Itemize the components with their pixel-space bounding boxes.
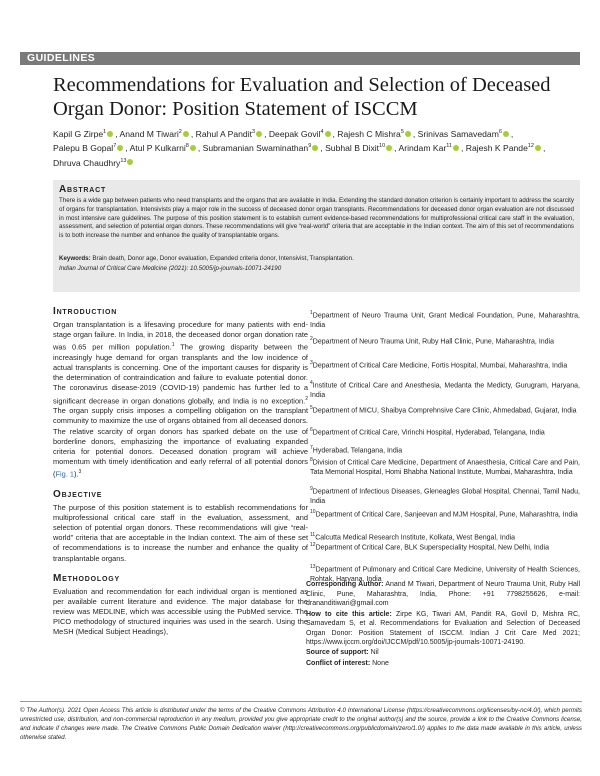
figure-1-link[interactable]: Fig. 1	[55, 469, 74, 479]
abstract-box	[53, 180, 580, 292]
author-affiliation-number: 3	[252, 129, 256, 135]
author-affiliation-number: 6	[498, 129, 502, 135]
affiliation-number: 10	[310, 509, 316, 515]
article-type-banner	[20, 52, 580, 65]
orcid-icon[interactable]	[503, 131, 509, 137]
affiliation-item	[306, 309, 580, 330]
affiliation-number: 1	[310, 310, 313, 316]
author-name: Palepu B Gopal	[53, 143, 114, 154]
source-of-support	[306, 648, 580, 658]
affiliation-number: 6	[310, 427, 313, 433]
objective-paragraph: The purpose of this position statement is to establish recommendations for multiprofessional critical care staff in the evaluation, assessment, and selection of potential organ donors. These recommendations will give “real-world” criteria that are acceptable in the Indian context. The aim of these set of recommendations is to increase the number and enhance the quality of transplantable organs.	[53, 502, 308, 563]
intro-text-1: Organ transplantation is a lifesaving procedure for many patients with end-stage organ failure. In India, in 2018, the deceased donor organ donation rate was 0.65 per million population.	[53, 320, 308, 352]
author-line-1: Kapil G Zirpe$^1$ , Anand M Tiwari$^2$ , Rahul A Pandit$^3$ , Deepak Govil$^4$ , Rajesh C Mishra$^5$ , Srinivas Samavedam$^6$ ,	[53, 128, 514, 139]
orcid-icon[interactable]	[386, 145, 392, 151]
author-affiliation-number: 10	[379, 143, 386, 150]
affiliation-text: Department of Neuro Trauma Unit, Grant Medical Foundation, Pune, Maharashtra, India	[310, 312, 580, 329]
affiliation-text: Hyderabad, Telangana, India	[312, 447, 403, 455]
methodology-heading: Methodology	[53, 572, 120, 584]
keywords-label: Keywords:	[59, 255, 91, 262]
support-value: Nil	[368, 648, 379, 656]
intro-text-2: The growing disparity between the increasingly huge demand for organ transplants and the low incidence of actual transplants is concerning. One of the important causes for disparity is the determination of contraindication and failure to evaluate potential donor. The coronavirus disease-2019 (COVID-19) pandemic has further led to a significant decrease in organ donations globally, and India is no exception.	[53, 342, 308, 406]
affiliation-text: Department of Critical Care Medicine, Fortis Hospital, Mumbai, Maharashtra, India	[312, 362, 568, 370]
affiliation-text: Department of Critical Care, Sanjeevan and MJM Hospital, Pune, Maharashtra, India	[315, 511, 578, 519]
methodology-paragraph: Evaluation and recommendation for each individual organ is mentioned as per available current literature and evidence. The major database for the review was MEDLINE, which was accessible using the PubMed service. The PICO methodology of structured inquiries was used in the search. Using the MeSH (Medical Subject Headings),	[53, 586, 308, 637]
author-list	[53, 126, 583, 169]
author-name: Rajesh C Mishra	[337, 128, 401, 139]
abstract-heading: Abstract	[59, 184, 107, 195]
affiliation-number: 11	[310, 532, 316, 538]
abstract-citation: Indian Journal of Critical Care Medicine (2021): 10.5005/jp-journals-10071-24190	[59, 265, 282, 272]
affiliation-item	[306, 444, 580, 456]
affiliation-number: 7	[310, 445, 313, 451]
orcid-icon[interactable]	[127, 159, 133, 165]
author-affiliation-number: 9	[308, 143, 312, 150]
orcid-icon[interactable]	[405, 131, 411, 137]
author-affiliation-number: 4	[320, 129, 324, 135]
affiliation-item	[306, 379, 580, 400]
author-affiliation-number: 1	[103, 129, 107, 135]
conflict-of-interest	[306, 659, 580, 669]
orcid-icon[interactable]	[535, 145, 541, 151]
affiliation-text: Division of Critical Care Medicine, Department of Anaesthesia, Critical Care and Pain, Tata Memorial Hospital, Homi Bhabha National Institute, Mumbai, Maharashtra, India	[310, 459, 580, 476]
affiliation-number: 5	[310, 405, 313, 411]
author-name: Atul P Kulkarni	[129, 143, 186, 154]
affiliation-number: 13	[310, 564, 316, 570]
author-affiliation-number: 13	[120, 157, 127, 164]
keywords-text: Brain death, Donor age, Donor evaluation, Expanded criteria donor, Intensivist, Transplantation.	[92, 255, 354, 262]
author-line-2: Palepu B Gopal$^7$ , Atul P Kulkarni$^8$ , Subramanian Swaminathan$^9$ , Subhal B Dixit$^{10}$ , Arindam Kar$^{11}$ , Rajesh K Pande$^{12}$ ,	[53, 143, 546, 154]
author-affiliation-number: 7	[113, 143, 117, 150]
intro-text-3: The organ supply crisis imposes a compelling obligation on the transplant community to maximize the use of organs obtained from all deceased donors. The relative scarcity of organ donors has sparked debate on the use of borderline donors, emphasizing the importance of evaluating expanded criteria for potential donors. Deceased donation program will achieve momentum with timely identification and early referral of all potential donors (	[53, 406, 308, 479]
author-name: Deepak Govil	[268, 128, 321, 139]
affiliation-number: 2	[310, 336, 313, 342]
intro-text-4: ).	[73, 469, 79, 479]
footer-divider	[20, 701, 582, 702]
support-label: Source of support:	[306, 648, 369, 656]
affiliation-text: Institute of Critical Care and Anesthesia, Medanta the Medicty, Gurugram, Haryana, India	[310, 382, 580, 399]
author-affiliation-number: 12	[527, 143, 534, 150]
affiliation-text: Department of Critical Care, Virinchi Hospital, Hyderabad, Telangana, India	[312, 429, 545, 437]
affiliation-item	[306, 456, 580, 477]
author-line-3	[53, 155, 583, 169]
affiliation-item	[306, 541, 580, 553]
affiliation-item	[306, 426, 580, 438]
objective-heading: Objective	[53, 488, 103, 500]
author-name: Subramanian Swaminathan	[202, 143, 309, 154]
license-footer: © The Author(s). 2021 Open Access This article is distributed under the terms of the Creative Commons Attribution 4.0 International License (https://creativecommons.org/licenses/by-nc/4.0/), which permits unrestricted use, distribution, and non-commercial reproduction in any medium, provided you give appropriate credit to the original author(s) and the source, provide a link to the Creative Commons license, and indicate if changes were made. The Creative Commons Public Domain Dedication waiver (http://creativecommons.org/publicdomain/zero/1.0/) applies to the data made available in this article, unless otherwise stated.	[20, 707, 582, 741]
corresponding-label: Corresponding Author:	[306, 581, 384, 588]
author-name: Subhal B Dixit	[325, 143, 380, 154]
conflict-label: Conflict of interest:	[306, 660, 371, 667]
abstract-keywords	[59, 255, 574, 264]
orcid-icon[interactable]	[183, 131, 189, 137]
conflict-value: None	[370, 660, 389, 667]
orcid-icon[interactable]	[325, 131, 331, 137]
corresponding-author	[306, 580, 580, 609]
affiliation-number: 12	[310, 542, 316, 548]
abstract-text: There is a wide gap between patients who need transplants and the organs that are available in India. Extending the standard donation criterion is certainly important to address the scarcity of organs for transplantation. Intensivists play a major role in the success of deceased donor organ transplants. Recommendations for deceased donor organ evaluation are not discussed in most intensive care guidelines. The purpose of this position statement is to establish current evidence-based recommendations for multiprofessional critical care staff in the evaluation, assessment, and selection of potential organ donors. These recommendations will give “real-world” criteria that are acceptable in the Indian context. The aim of this set of recommendations is to both increase the number and enhance the quality of transplantable organs.	[59, 197, 574, 240]
affiliation-number: 4	[310, 380, 313, 386]
orcid-icon[interactable]	[117, 145, 123, 151]
affiliation-item	[306, 485, 580, 506]
ref-3[interactable]: 3	[78, 469, 82, 476]
affiliation-text: Department of Critical Care, BLK Superspeciality Hospital, New Delhi, India	[315, 544, 549, 552]
affiliation-number: 3	[310, 360, 313, 366]
affiliation-number: 9	[310, 486, 313, 492]
affiliation-item	[306, 335, 580, 347]
affiliation-item	[306, 508, 580, 520]
author-name: Anand M Tiwari	[119, 128, 179, 139]
affiliation-text: Department of Neuro Trauma Unit, Ruby Hall Clinic, Pune, Maharashtra, India	[312, 338, 555, 346]
introduction-heading: Introduction	[53, 306, 118, 317]
left-column	[53, 306, 308, 637]
affiliation-text: Department of Infectious Diseases, Gleneagles Global Hospital, Chennai, Tamil Nadu, India	[310, 488, 580, 505]
how-to-cite-text: Zirpe KG, Tiwari AM, Pandit RA, Govil D, Mishra RC, Samavedam S, et al. Recommendations for Evaluation and Selection of Deceased Organ Donor: Position Statement of ISCCM. Indian J Crit Care Med 2021; https://www.ijccm.org/doi/IJCCM/pdf/10.5005/jp-journals-10071-24190.	[306, 610, 580, 646]
author-name: Srinivas Samavedam	[417, 128, 499, 139]
author-name: Rahul A Pandit	[195, 128, 252, 139]
article-type-label: GUIDELINES	[27, 52, 96, 64]
author-name: Arindam Kar	[398, 143, 447, 154]
orcid-icon[interactable]	[312, 145, 318, 151]
orcid-icon[interactable]	[190, 145, 196, 151]
author-affiliation-number: 8	[185, 143, 189, 150]
orcid-icon[interactable]	[256, 131, 262, 137]
how-to-cite	[306, 610, 580, 648]
author-affiliation-number: 11	[446, 143, 452, 150]
article-notes	[306, 580, 580, 669]
introduction-paragraph	[53, 320, 308, 480]
author-affiliation-number: 2	[178, 129, 182, 135]
corresponding-text: Anand M Tiwari, Department of Neuro Trauma Unit, Ruby Hall Clinic, Pune, Maharashtra, India, Phone: +91 7798255626, e-mail: drananditiwari@gmail.com	[306, 581, 581, 607]
author-name: Rajesh K Pande	[465, 143, 528, 154]
orcid-icon[interactable]	[453, 145, 459, 151]
ref-2[interactable]: 2	[305, 395, 308, 402]
affiliation-item	[306, 359, 580, 371]
affiliation-text: Department of MICU, Shaibya Comprehnsive Care Clinic, Ahmedabad, Gujarat, India	[312, 407, 577, 415]
article-title: Recommendations for Evaluation and Selection of Deceased Organ Donor: Position Statement of ISCCM	[53, 74, 551, 120]
author-name: Kapil G Zirpe	[53, 128, 104, 139]
how-to-cite-label: How to cite this article:	[306, 610, 392, 618]
affiliation-number: 8	[310, 457, 313, 463]
author-affiliation-number: 5	[400, 129, 404, 135]
orcid-icon[interactable]	[107, 131, 113, 137]
author-name: Dhruva Chaudhry	[53, 157, 121, 168]
affiliation-text: Department of Pulmonary and Critical Care Medicine, University of Health Sciences, Rohtak, Haryana, India	[310, 566, 580, 583]
affiliation-text: Calcutta Medical Research Institute, Kolkata, West Bengal, India	[315, 534, 516, 542]
ref-1[interactable]: 1	[171, 342, 175, 349]
affiliation-item	[306, 404, 580, 416]
